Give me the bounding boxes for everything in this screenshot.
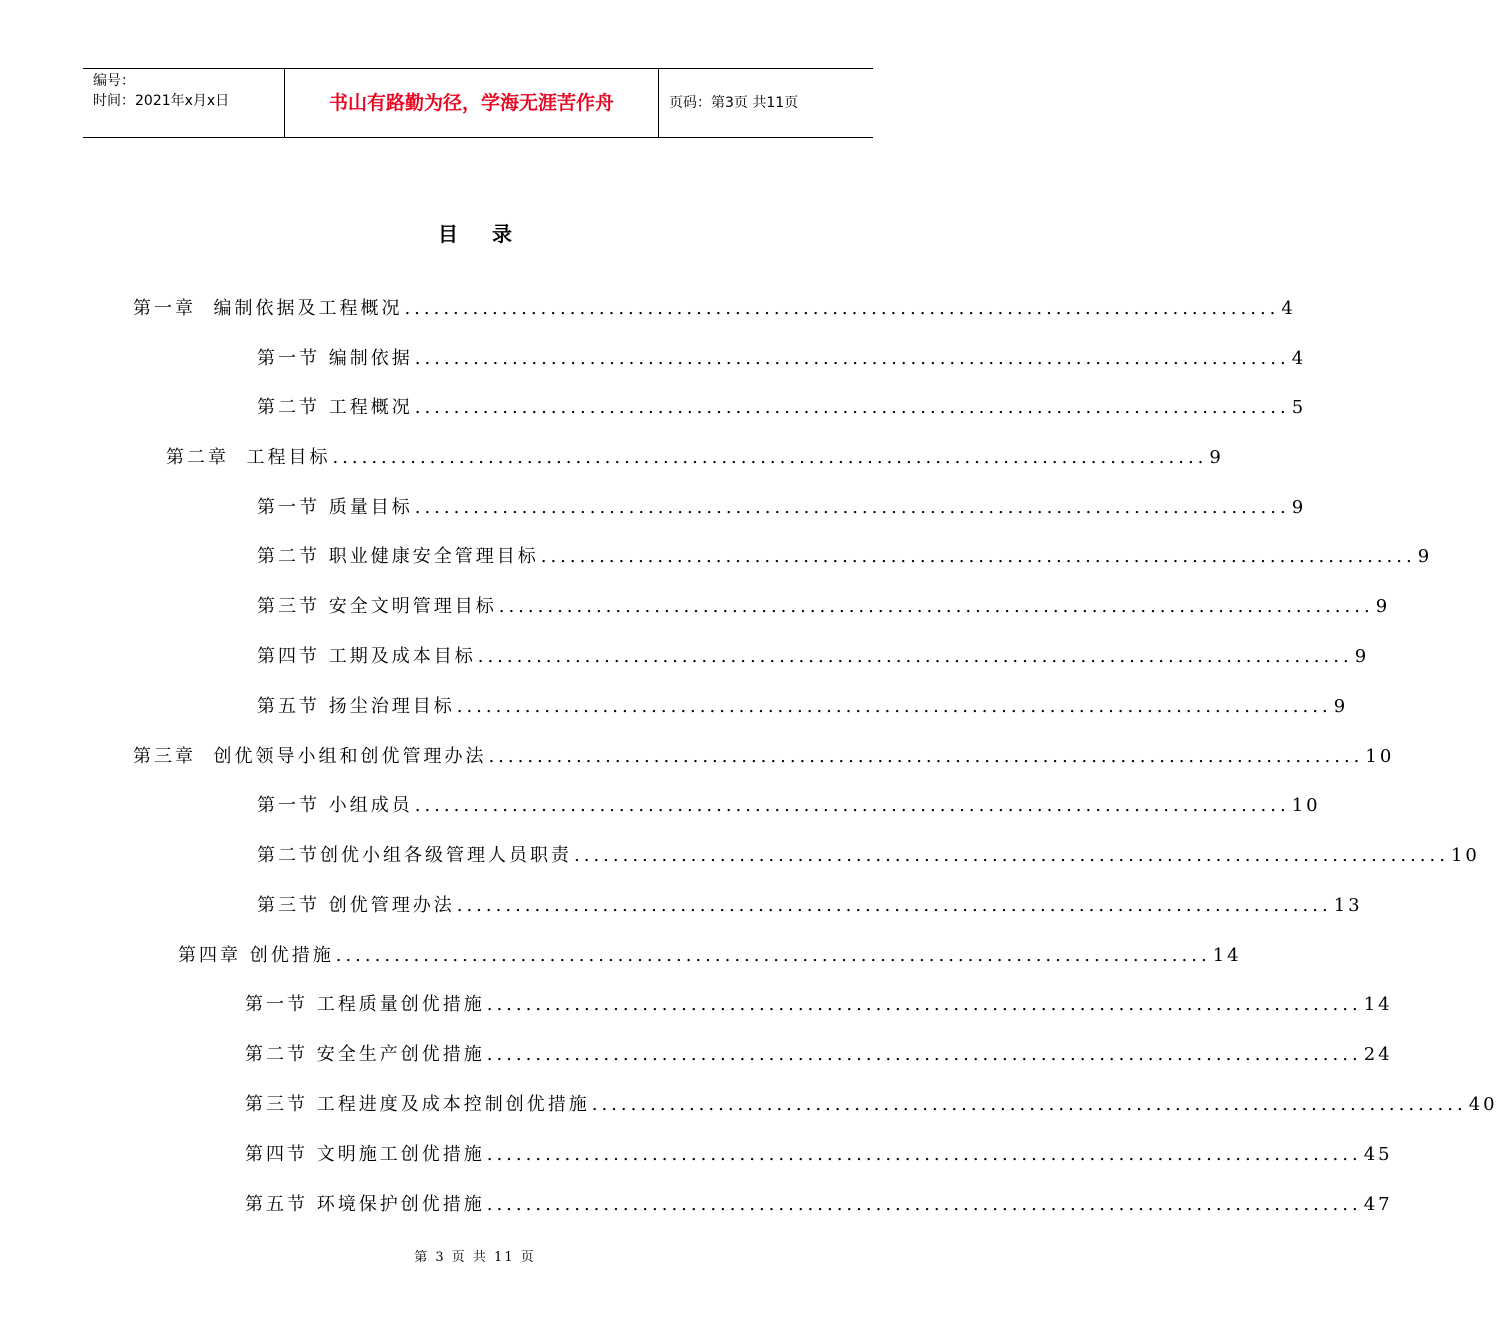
toc-entry-page: 14 — [1212, 945, 1242, 966]
toc-entry — [257, 891, 1363, 921]
toc-entry-page: 14 — [1363, 994, 1393, 1015]
toc-title: 目录 — [438, 222, 546, 246]
toc-entry — [245, 1140, 1393, 1170]
toc-entry-label: 第二章 工程目标 — [166, 447, 331, 468]
toc-entry — [257, 841, 1480, 871]
toc-entry-label: 第四章 创优措施 — [178, 945, 334, 966]
toc-leader-dots: .......................................................................................... — [486, 994, 1362, 1015]
toc-entry — [166, 443, 1224, 473]
toc-entry — [245, 1190, 1393, 1220]
toc-leader-dots: .......................................................................................... — [456, 895, 1332, 916]
toc-leader-dots: .......................................................................................... — [414, 497, 1290, 518]
toc-entry-page: 9 — [1354, 646, 1370, 667]
toc-entry-page: 24 — [1363, 1044, 1393, 1065]
toc-entry — [257, 642, 1370, 672]
toc-entry-page: 9 — [1417, 546, 1433, 567]
toc-entry — [133, 742, 1395, 772]
toc-leader-dots: .......................................................................................... — [486, 1194, 1362, 1215]
toc-entry-label: 第五节 环境保护创优措施 — [245, 1194, 485, 1215]
toc-leader-dots: .......................................................................................... — [486, 1044, 1362, 1065]
toc-leader-dots: .......................................................................................... — [591, 1094, 1467, 1115]
toc-leader-dots: .......................................................................................... — [404, 298, 1280, 319]
header-page-label: 页码：第3页 共11页 — [669, 95, 799, 111]
toc-entry-page: 10 — [1450, 845, 1480, 866]
toc-entry-label: 第二节 职业健康安全管理目标 — [257, 546, 539, 567]
toc-entry-label: 第三节 创优管理办法 — [257, 895, 455, 916]
toc-entry-page: 4 — [1281, 298, 1296, 319]
toc-entry-page: 9 — [1375, 596, 1391, 617]
toc-entry-label: 第四节 工期及成本目标 — [257, 646, 476, 667]
toc-entry — [133, 294, 1296, 324]
toc-entry — [245, 990, 1393, 1020]
toc-entry — [257, 493, 1307, 523]
toc-leader-dots: .......................................................................................... — [488, 746, 1364, 767]
toc-entry-label: 第二节 工程概况 — [257, 397, 413, 418]
toc-entry-page: 9 — [1291, 497, 1307, 518]
toc-entry — [257, 791, 1321, 821]
document-number-label: 编号： — [93, 73, 135, 89]
toc-entry-label: 第一节 小组成员 — [257, 795, 413, 816]
toc-leader-dots: .......................................................................................... — [486, 1144, 1362, 1165]
toc-entry-label: 第四节 文明施工创优措施 — [245, 1144, 485, 1165]
page-footer: 第 3 页 共 11 页 — [414, 1250, 536, 1265]
toc-entry-label: 第一节 工程质量创优措施 — [245, 994, 485, 1015]
toc-leader-dots: .......................................................................................... — [477, 646, 1353, 667]
toc-leader-dots: .......................................................................................... — [414, 397, 1290, 418]
toc-entry — [178, 941, 1242, 971]
toc-entry-label: 第三节 工程进度及成本控制创优措施 — [245, 1094, 590, 1115]
toc-entry-label: 第三章 创优领导小组和创优管理办法 — [133, 746, 487, 767]
toc-entry-label: 第五节 扬尘治理目标 — [257, 696, 455, 717]
toc-entry — [245, 1040, 1393, 1070]
toc-entry-label: 第一节 质量目标 — [257, 497, 413, 518]
toc-entry-page: 10 — [1291, 795, 1321, 816]
toc-leader-dots: .......................................................................................... — [540, 546, 1416, 567]
toc-leader-dots: .......................................................................................... — [414, 348, 1290, 369]
toc-entry — [245, 1090, 1498, 1120]
toc-leader-dots: .......................................................................................... — [414, 795, 1290, 816]
toc-leader-dots: .......................................................................................... — [332, 447, 1208, 468]
toc-entry — [257, 592, 1391, 622]
toc-entry-page: 40 — [1468, 1094, 1498, 1115]
toc-entry-label: 第二节 安全生产创优措施 — [245, 1044, 485, 1065]
toc-entry-page: 47 — [1363, 1194, 1393, 1215]
toc-entry — [257, 692, 1349, 722]
document-time-label: 时间：2021年x月x日 — [93, 93, 230, 109]
toc-entry-page: 5 — [1291, 397, 1307, 418]
toc-entry — [257, 344, 1307, 374]
toc-entry-label: 第三节 安全文明管理目标 — [257, 596, 497, 617]
header-motto: 书山有路勤为径，学海无涯苦作舟 — [284, 69, 659, 137]
toc-entry-page: 9 — [1209, 447, 1224, 468]
header-meta — [83, 69, 284, 137]
toc-entry-label: 第一节 编制依据 — [257, 348, 413, 369]
toc-entry-label: 第一章 编制依据及工程概况 — [133, 298, 403, 319]
toc-entry-page: 9 — [1333, 696, 1349, 717]
toc-leader-dots: .......................................................................................... — [335, 945, 1211, 966]
toc-entry — [257, 393, 1307, 423]
toc-entry-page: 45 — [1363, 1144, 1393, 1165]
toc-leader-dots: .......................................................................................... — [456, 696, 1332, 717]
toc-entry-page: 4 — [1291, 348, 1307, 369]
page-header — [83, 68, 873, 138]
toc-entry-label: 第二节创优小组各级管理人员职责 — [257, 845, 572, 866]
toc-leader-dots: .......................................................................................... — [574, 845, 1449, 866]
toc-entry-page: 13 — [1333, 895, 1363, 916]
toc-entry — [257, 542, 1433, 572]
toc-leader-dots: .......................................................................................... — [498, 596, 1374, 617]
toc-entry-page: 10 — [1365, 746, 1395, 767]
